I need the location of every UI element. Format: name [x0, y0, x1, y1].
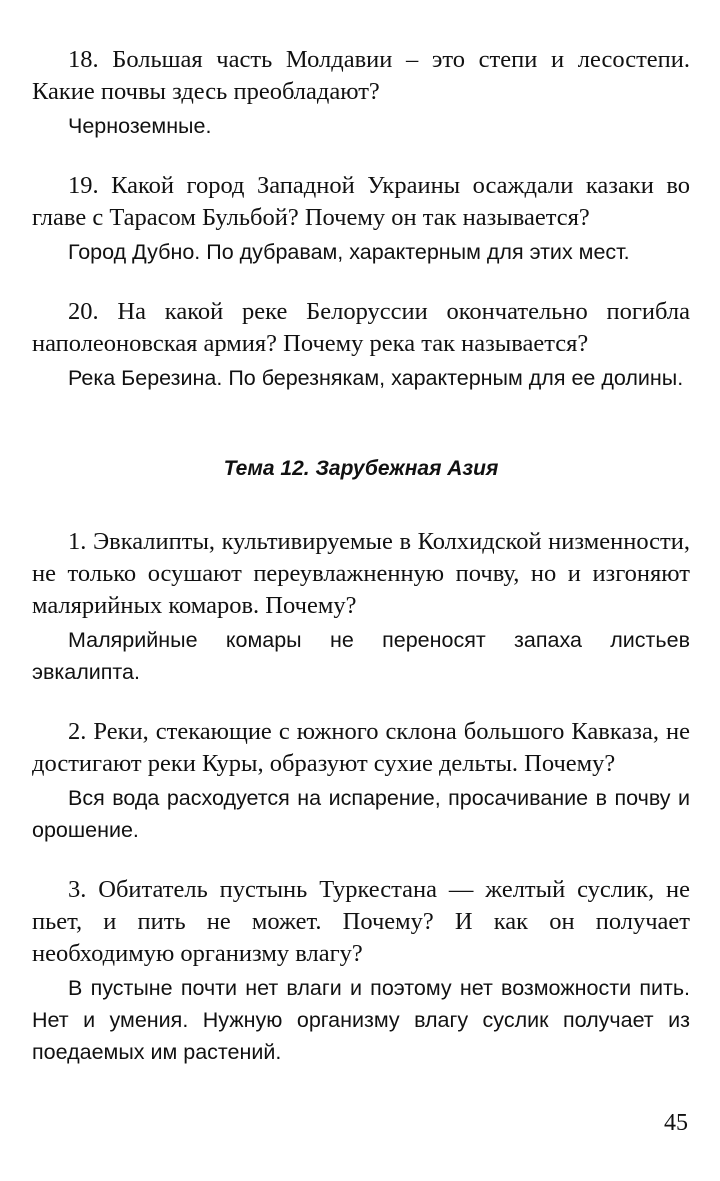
document-page [32, 44, 690, 1068]
question-block-3 [32, 874, 690, 1068]
page-number: 45 [664, 1110, 688, 1136]
question-block-2 [32, 716, 690, 846]
topic-title: Тема 12. Зарубежная Азия [223, 457, 499, 480]
answer-text: Вся вода расходуется на испарение, просачивание в почву и орошение. [32, 786, 690, 842]
question-text: 1. Эвкалипты, культивируемые в Колхидской низменности, не только осушают переувлажненную почву, но и изгоняют малярийных комаров. Почему? [32, 528, 690, 619]
question-text: 20. На какой реке Белоруссии окончательно погибла наполеоновская армия? Почему река так называется? [32, 298, 690, 357]
question-text: 19. Какой город Западной Украины осаждали казаки во главе с Тарасом Бульбой? Почему он так называется? [32, 172, 690, 231]
question-text: 18. Большая часть Молдавии – это степи и лесостепи. Какие почвы здесь преобладают? [32, 46, 690, 105]
question-block-1 [32, 526, 690, 688]
question-block-20 [32, 296, 690, 394]
question-block-19 [32, 170, 690, 268]
question-text: 3. Обитатель пустынь Туркестана — желтый суслик, не пьет, и пить не может. Почему? И как он получает необходимую организму влагу? [32, 876, 690, 967]
answer-text: Черноземные. [68, 114, 212, 138]
answer-text: Река Березина. По березнякам, характерным для ее долины. [68, 366, 684, 390]
answer-text: Город Дубно. По дубравам, характерным для этих мест. [68, 240, 630, 264]
question-text: 2. Реки, стекающие с южного склона большого Кавказа, не достигают реки Куры, образуют сухие дельты. Почему? [32, 718, 690, 777]
question-block-18 [32, 44, 690, 142]
answer-text: В пустыне почти нет влаги и поэтому нет возможности пить. Нет и умения. Нужную организму влагу суслик получает из поедаемых им растений. [32, 976, 690, 1064]
answer-text: Малярийные комары не переносят запаха листьев эвкалипта. [32, 628, 690, 684]
